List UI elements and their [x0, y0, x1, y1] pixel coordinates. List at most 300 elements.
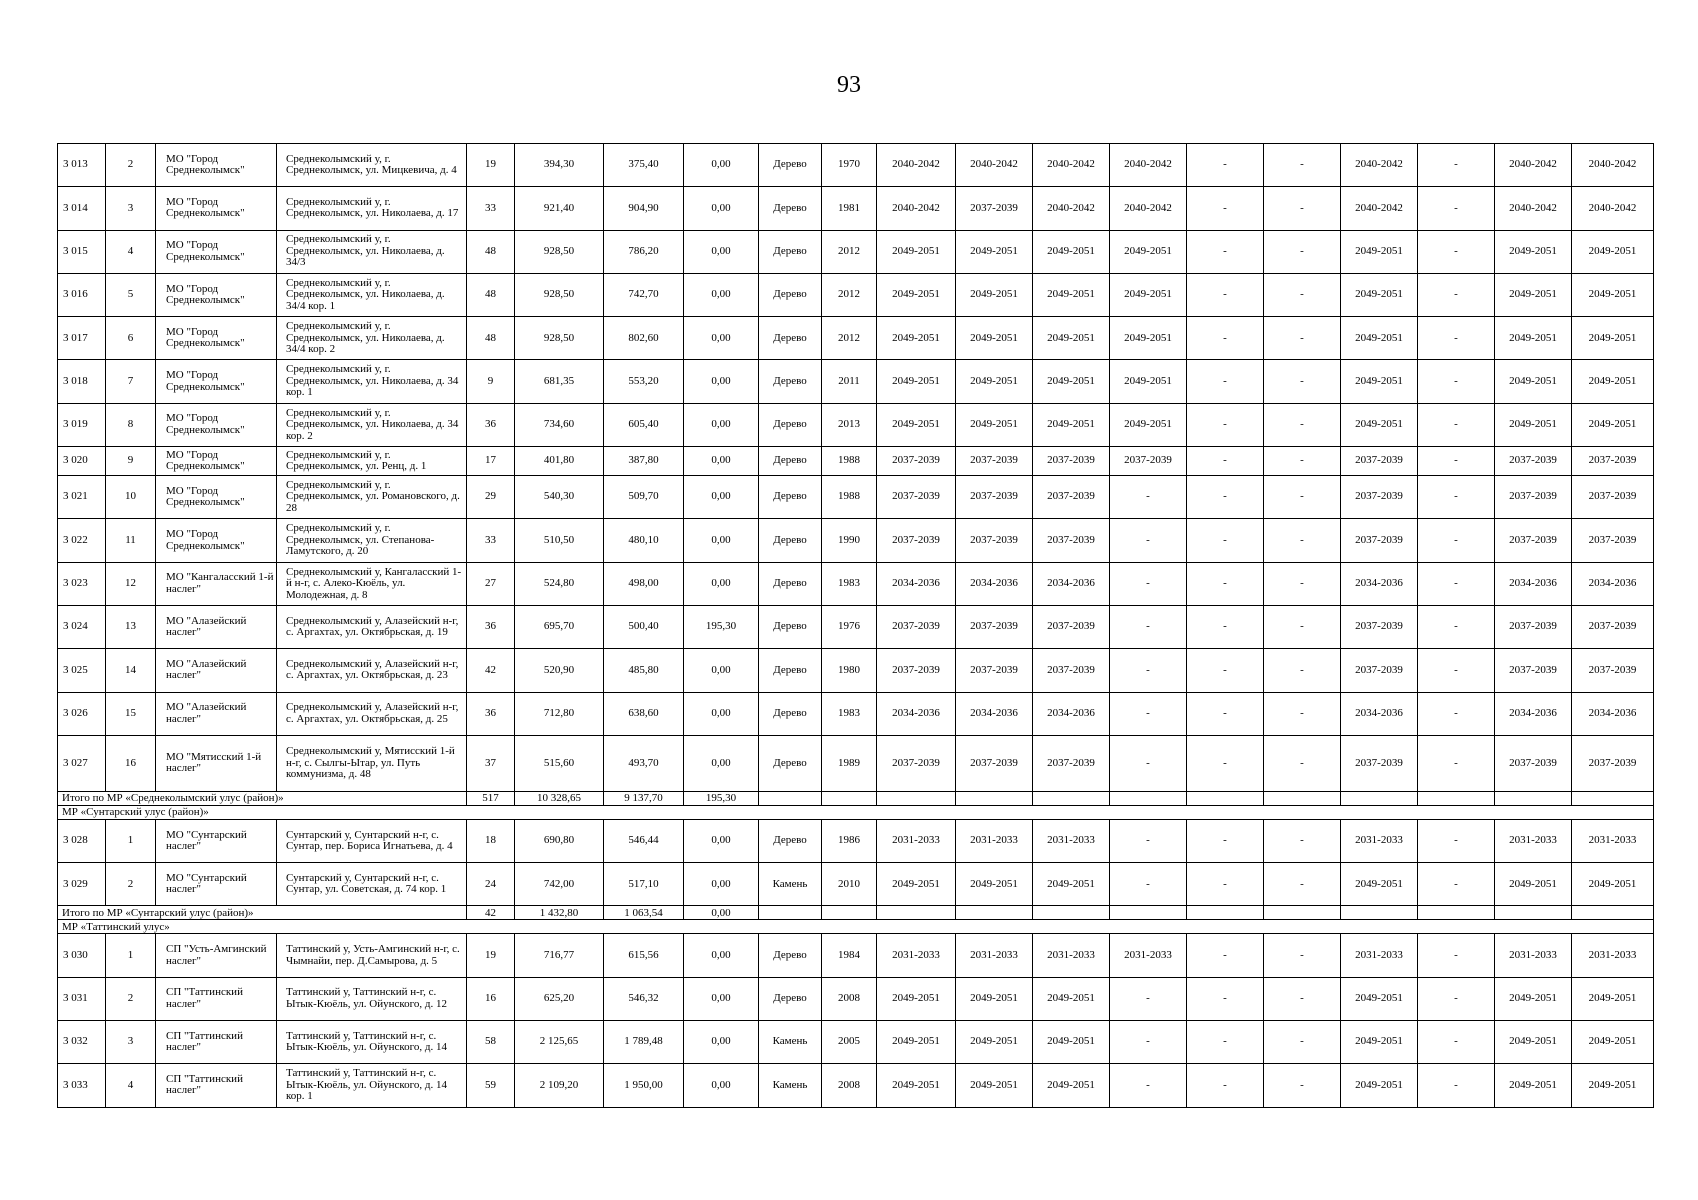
total-area-cell: 712,80	[515, 692, 604, 735]
total-area-cell: 928,50	[515, 273, 604, 316]
period-cell-5: -	[1187, 447, 1264, 476]
period-cell-2: 2034-2036	[956, 692, 1033, 735]
nonresidential-area-cell: 0,00	[684, 317, 759, 360]
apartments-cell: 36	[467, 403, 515, 446]
period-cell-2: 2031-2033	[956, 819, 1033, 862]
total-empty-cell	[1033, 791, 1110, 805]
period-cell-6: -	[1264, 863, 1341, 906]
period-cell-6: -	[1264, 819, 1341, 862]
period-cell-7: 2031-2033	[1341, 819, 1418, 862]
period-cell-3: 2049-2051	[1033, 230, 1110, 273]
period-cell-9: 2037-2039	[1495, 605, 1572, 648]
period-cell-7: 2049-2051	[1341, 1021, 1418, 1064]
total-empty-cell	[822, 906, 877, 920]
total-row	[58, 906, 1654, 920]
address-cell: Среднеколымский у, г. Среднеколымск, ул. Степанова-Ламутского, д. 20	[277, 519, 467, 562]
period-cell-9: 2049-2051	[1495, 360, 1572, 403]
period-cell-8: -	[1418, 977, 1495, 1020]
period-cell-7: 2037-2039	[1341, 447, 1418, 476]
period-cell-7: 2040-2042	[1341, 144, 1418, 187]
address-cell: Среднеколымский у, г. Среднеколымск, ул. Ренц, д. 1	[277, 447, 467, 476]
period-cell-6: -	[1264, 735, 1341, 791]
address-cell: Среднеколымский у, г. Среднеколымск, ул. Николаева, д. 17	[277, 187, 467, 230]
period-cell-2: 2037-2039	[956, 187, 1033, 230]
period-cell-4: -	[1110, 605, 1187, 648]
period-cell-6: -	[1264, 403, 1341, 446]
build-year-cell: 1970	[822, 144, 877, 187]
period-cell-9: 2034-2036	[1495, 562, 1572, 605]
row-id-cell: 3 032	[58, 1021, 106, 1064]
period-cell-6: -	[1264, 977, 1341, 1020]
period-cell-7: 2049-2051	[1341, 360, 1418, 403]
total-nonresidential-area-cell: 195,30	[684, 791, 759, 805]
build-year-cell: 2005	[822, 1021, 877, 1064]
period-cell-1: 2049-2051	[877, 403, 956, 446]
apartments-cell: 42	[467, 649, 515, 692]
period-cell-6: -	[1264, 317, 1341, 360]
period-cell-5: -	[1187, 562, 1264, 605]
nonresidential-area-cell: 0,00	[684, 649, 759, 692]
total-area-cell: 681,35	[515, 360, 604, 403]
total-label: Итого по МР «Среднеколымский улус (район)»	[58, 791, 467, 805]
nonresidential-area-cell: 0,00	[684, 447, 759, 476]
period-cell-6: -	[1264, 519, 1341, 562]
residential-area-cell: 509,70	[604, 476, 684, 519]
period-cell-10: 2049-2051	[1572, 977, 1654, 1020]
row-id-cell: 3 016	[58, 273, 106, 316]
row-id-cell: 3 027	[58, 735, 106, 791]
residential-area-cell: 638,60	[604, 692, 684, 735]
period-cell-7: 2049-2051	[1341, 273, 1418, 316]
build-year-cell: 1981	[822, 187, 877, 230]
period-cell-1: 2049-2051	[877, 317, 956, 360]
total-empty-cell	[1187, 906, 1264, 920]
period-cell-5: -	[1187, 934, 1264, 977]
period-cell-6: -	[1264, 562, 1341, 605]
period-cell-9: 2034-2036	[1495, 692, 1572, 735]
municipality-cell: МО "Мятисский 1-й наслег"	[156, 735, 277, 791]
period-cell-2: 2031-2033	[956, 934, 1033, 977]
period-cell-4: -	[1110, 649, 1187, 692]
period-cell-9: 2040-2042	[1495, 187, 1572, 230]
row-id-cell: 3 025	[58, 649, 106, 692]
nonresidential-area-cell: 0,00	[684, 273, 759, 316]
total-empty-cell	[1264, 906, 1341, 920]
table-row	[58, 562, 1654, 605]
nonresidential-area-cell: 0,00	[684, 144, 759, 187]
residential-area-cell: 904,90	[604, 187, 684, 230]
period-cell-6: -	[1264, 187, 1341, 230]
period-cell-7: 2037-2039	[1341, 476, 1418, 519]
total-area-cell: 394,30	[515, 144, 604, 187]
municipality-cell: МО "Алазейский наслег"	[156, 692, 277, 735]
period-cell-6: -	[1264, 273, 1341, 316]
period-cell-4: 2049-2051	[1110, 403, 1187, 446]
apartments-cell: 16	[467, 977, 515, 1020]
build-year-cell: 1984	[822, 934, 877, 977]
period-cell-10: 2049-2051	[1572, 360, 1654, 403]
nonresidential-area-cell: 0,00	[684, 360, 759, 403]
nonresidential-area-cell: 0,00	[684, 692, 759, 735]
period-cell-1: 2031-2033	[877, 819, 956, 862]
period-cell-5: -	[1187, 819, 1264, 862]
municipality-cell: МО "Город Среднеколымск"	[156, 403, 277, 446]
period-cell-9: 2037-2039	[1495, 735, 1572, 791]
municipality-cell: СП "Таттинский наслег"	[156, 1064, 277, 1107]
period-cell-5: -	[1187, 605, 1264, 648]
period-cell-4: 2031-2033	[1110, 934, 1187, 977]
build-year-cell: 1986	[822, 819, 877, 862]
period-cell-3: 2040-2042	[1033, 144, 1110, 187]
period-cell-10: 2049-2051	[1572, 317, 1654, 360]
nonresidential-area-cell: 0,00	[684, 863, 759, 906]
build-year-cell: 2013	[822, 403, 877, 446]
section-title: МР «Таттинский улус»	[58, 920, 1654, 934]
table-row	[58, 230, 1654, 273]
period-cell-9: 2049-2051	[1495, 977, 1572, 1020]
total-area-cell: 2 125,65	[515, 1021, 604, 1064]
section-title: МР «Сунтарский улус (район)»	[58, 805, 1654, 819]
period-cell-6: -	[1264, 360, 1341, 403]
build-year-cell: 1988	[822, 476, 877, 519]
municipality-cell: МО "Город Среднеколымск"	[156, 187, 277, 230]
period-cell-1: 2037-2039	[877, 605, 956, 648]
nonresidential-area-cell: 0,00	[684, 819, 759, 862]
address-cell: Среднеколымский у, г. Среднеколымск, ул. Николаева, д. 34/4 кор. 2	[277, 317, 467, 360]
period-cell-8: -	[1418, 447, 1495, 476]
page-number: 93	[837, 72, 861, 98]
row-number-cell: 10	[106, 476, 156, 519]
nonresidential-area-cell: 0,00	[684, 1021, 759, 1064]
build-year-cell: 2012	[822, 273, 877, 316]
period-cell-2: 2049-2051	[956, 403, 1033, 446]
period-cell-3: 2040-2042	[1033, 187, 1110, 230]
apartments-cell: 29	[467, 476, 515, 519]
period-cell-1: 2037-2039	[877, 649, 956, 692]
period-cell-9: 2037-2039	[1495, 447, 1572, 476]
row-id-cell: 3 021	[58, 476, 106, 519]
total-empty-cell	[1187, 791, 1264, 805]
period-cell-4: 2040-2042	[1110, 187, 1187, 230]
period-cell-5: -	[1187, 273, 1264, 316]
municipality-cell: МО "Город Среднеколымск"	[156, 360, 277, 403]
wall-material-cell: Дерево	[759, 735, 822, 791]
row-id-cell: 3 023	[58, 562, 106, 605]
period-cell-2: 2034-2036	[956, 562, 1033, 605]
nonresidential-area-cell: 0,00	[684, 230, 759, 273]
wall-material-cell: Дерево	[759, 605, 822, 648]
total-row	[58, 791, 1654, 805]
period-cell-3: 2031-2033	[1033, 819, 1110, 862]
period-cell-4: 2049-2051	[1110, 317, 1187, 360]
row-number-cell: 12	[106, 562, 156, 605]
municipality-cell: МО "Сунтарский наслег"	[156, 819, 277, 862]
period-cell-3: 2049-2051	[1033, 360, 1110, 403]
period-cell-5: -	[1187, 317, 1264, 360]
period-cell-2: 2049-2051	[956, 230, 1033, 273]
period-cell-6: -	[1264, 1021, 1341, 1064]
municipality-cell: МО "Алазейский наслег"	[156, 649, 277, 692]
period-cell-9: 2049-2051	[1495, 230, 1572, 273]
period-cell-8: -	[1418, 649, 1495, 692]
municipality-cell: СП "Таттинский наслег"	[156, 977, 277, 1020]
period-cell-10: 2034-2036	[1572, 692, 1654, 735]
total-empty-cell	[1495, 791, 1572, 805]
total-apartments-cell: 42	[467, 906, 515, 920]
row-id-cell: 3 015	[58, 230, 106, 273]
table-row	[58, 605, 1654, 648]
period-cell-4: -	[1110, 1021, 1187, 1064]
period-cell-5: -	[1187, 519, 1264, 562]
period-cell-10: 2037-2039	[1572, 476, 1654, 519]
nonresidential-area-cell: 0,00	[684, 977, 759, 1020]
apartments-cell: 19	[467, 144, 515, 187]
period-cell-2: 2049-2051	[956, 360, 1033, 403]
total-residential-area-cell: 9 137,70	[604, 791, 684, 805]
period-cell-4: 2049-2051	[1110, 230, 1187, 273]
period-cell-8: -	[1418, 692, 1495, 735]
municipality-cell: СП "Таттинский наслег"	[156, 1021, 277, 1064]
period-cell-1: 2031-2033	[877, 934, 956, 977]
period-cell-10: 2049-2051	[1572, 1064, 1654, 1107]
period-cell-1: 2049-2051	[877, 360, 956, 403]
period-cell-3: 2037-2039	[1033, 605, 1110, 648]
apartments-cell: 36	[467, 692, 515, 735]
period-cell-9: 2031-2033	[1495, 819, 1572, 862]
build-year-cell: 2011	[822, 360, 877, 403]
total-empty-cell	[1418, 791, 1495, 805]
row-number-cell: 11	[106, 519, 156, 562]
period-cell-1: 2034-2036	[877, 562, 956, 605]
total-empty-cell	[956, 791, 1033, 805]
residential-area-cell: 786,20	[604, 230, 684, 273]
build-year-cell: 1989	[822, 735, 877, 791]
address-cell: Среднеколымский у, г. Среднеколымск, ул. Мицкевича, д. 4	[277, 144, 467, 187]
address-cell: Среднеколымский у, г. Среднеколымск, ул. Романовского, д. 28	[277, 476, 467, 519]
total-area-cell: 921,40	[515, 187, 604, 230]
table-row	[58, 273, 1654, 316]
wall-material-cell: Дерево	[759, 977, 822, 1020]
municipality-cell: МО "Алазейский наслег"	[156, 605, 277, 648]
period-cell-5: -	[1187, 1064, 1264, 1107]
table-row	[58, 649, 1654, 692]
row-number-cell: 7	[106, 360, 156, 403]
period-cell-1: 2049-2051	[877, 273, 956, 316]
apartments-cell: 59	[467, 1064, 515, 1107]
build-year-cell: 1983	[822, 562, 877, 605]
period-cell-6: -	[1264, 605, 1341, 648]
period-cell-7: 2037-2039	[1341, 735, 1418, 791]
wall-material-cell: Дерево	[759, 562, 822, 605]
municipality-cell: МО "Город Среднеколымск"	[156, 317, 277, 360]
period-cell-10: 2037-2039	[1572, 735, 1654, 791]
table-row	[58, 934, 1654, 977]
period-cell-6: -	[1264, 649, 1341, 692]
residential-area-cell: 1 789,48	[604, 1021, 684, 1064]
municipality-cell: МО "Кангаласский 1-й наслег"	[156, 562, 277, 605]
period-cell-5: -	[1187, 187, 1264, 230]
residential-area-cell: 485,80	[604, 649, 684, 692]
address-cell: Среднеколымский у, Алазейский н-г, с. Аргахтах, ул. Октябрьская, д. 23	[277, 649, 467, 692]
total-area-cell: 695,70	[515, 605, 604, 648]
period-cell-1: 2040-2042	[877, 187, 956, 230]
period-cell-3: 2049-2051	[1033, 273, 1110, 316]
nonresidential-area-cell: 195,30	[684, 605, 759, 648]
apartments-cell: 33	[467, 519, 515, 562]
period-cell-1: 2037-2039	[877, 447, 956, 476]
table-row	[58, 317, 1654, 360]
total-empty-cell	[877, 791, 956, 805]
row-number-cell: 4	[106, 230, 156, 273]
nonresidential-area-cell: 0,00	[684, 1064, 759, 1107]
address-cell: Среднеколымский у, г. Среднеколымск, ул. Николаева, д. 34 кор. 1	[277, 360, 467, 403]
build-year-cell: 2012	[822, 230, 877, 273]
total-area-cell: 401,80	[515, 447, 604, 476]
period-cell-1: 2049-2051	[877, 230, 956, 273]
row-number-cell: 14	[106, 649, 156, 692]
total-empty-cell	[877, 906, 956, 920]
row-id-cell: 3 013	[58, 144, 106, 187]
table-row	[58, 1064, 1654, 1107]
address-cell: Среднеколымский у, г. Среднеколымск, ул. Николаева, д. 34 кор. 2	[277, 403, 467, 446]
row-number-cell: 9	[106, 447, 156, 476]
row-id-cell: 3 033	[58, 1064, 106, 1107]
period-cell-4: -	[1110, 476, 1187, 519]
total-area-cell: 690,80	[515, 819, 604, 862]
total-area-cell: 524,80	[515, 562, 604, 605]
apartments-cell: 58	[467, 1021, 515, 1064]
wall-material-cell: Камень	[759, 863, 822, 906]
residential-area-cell: 500,40	[604, 605, 684, 648]
wall-material-cell: Дерево	[759, 819, 822, 862]
build-year-cell: 1988	[822, 447, 877, 476]
table-row	[58, 403, 1654, 446]
row-id-cell: 3 029	[58, 863, 106, 906]
residential-area-cell: 387,80	[604, 447, 684, 476]
apartments-cell: 19	[467, 934, 515, 977]
wall-material-cell: Дерево	[759, 934, 822, 977]
period-cell-5: -	[1187, 403, 1264, 446]
period-cell-9: 2037-2039	[1495, 649, 1572, 692]
period-cell-9: 2049-2051	[1495, 317, 1572, 360]
period-cell-4: -	[1110, 735, 1187, 791]
wall-material-cell: Дерево	[759, 692, 822, 735]
period-cell-1: 2034-2036	[877, 692, 956, 735]
period-cell-8: -	[1418, 863, 1495, 906]
period-cell-6: -	[1264, 447, 1341, 476]
address-cell: Таттинский у, Таттинский н-г, с. Ытык-Кюёль, ул. Ойунского, д. 12	[277, 977, 467, 1020]
period-cell-10: 2040-2042	[1572, 144, 1654, 187]
wall-material-cell: Дерево	[759, 476, 822, 519]
row-id-cell: 3 031	[58, 977, 106, 1020]
period-cell-10: 2037-2039	[1572, 447, 1654, 476]
row-number-cell: 5	[106, 273, 156, 316]
apartments-cell: 48	[467, 230, 515, 273]
row-id-cell: 3 020	[58, 447, 106, 476]
residential-area-cell: 1 950,00	[604, 1064, 684, 1107]
period-cell-8: -	[1418, 360, 1495, 403]
period-cell-5: -	[1187, 476, 1264, 519]
row-number-cell: 4	[106, 1064, 156, 1107]
nonresidential-area-cell: 0,00	[684, 934, 759, 977]
period-cell-9: 2049-2051	[1495, 403, 1572, 446]
period-cell-7: 2037-2039	[1341, 649, 1418, 692]
municipality-cell: МО "Город Среднеколымск"	[156, 476, 277, 519]
period-cell-9: 2049-2051	[1495, 273, 1572, 316]
table-body	[58, 144, 1654, 1108]
row-number-cell: 13	[106, 605, 156, 648]
period-cell-4: -	[1110, 562, 1187, 605]
period-cell-1: 2037-2039	[877, 519, 956, 562]
total-area-cell: 928,50	[515, 317, 604, 360]
period-cell-8: -	[1418, 819, 1495, 862]
build-year-cell: 1980	[822, 649, 877, 692]
period-cell-10: 2031-2033	[1572, 819, 1654, 862]
build-year-cell: 2008	[822, 977, 877, 1020]
period-cell-8: -	[1418, 605, 1495, 648]
period-cell-3: 2037-2039	[1033, 519, 1110, 562]
period-cell-2: 2049-2051	[956, 317, 1033, 360]
period-cell-5: -	[1187, 230, 1264, 273]
total-area-cell: 742,00	[515, 863, 604, 906]
period-cell-6: -	[1264, 230, 1341, 273]
address-cell: Среднеколымский у, Алазейский н-г, с. Аргахтах, ул. Октябрьская, д. 25	[277, 692, 467, 735]
build-year-cell: 1983	[822, 692, 877, 735]
period-cell-2: 2049-2051	[956, 977, 1033, 1020]
total-area-cell: 625,20	[515, 977, 604, 1020]
wall-material-cell: Дерево	[759, 273, 822, 316]
period-cell-10: 2049-2051	[1572, 230, 1654, 273]
apartments-cell: 24	[467, 863, 515, 906]
period-cell-9: 2037-2039	[1495, 519, 1572, 562]
municipality-cell: МО "Город Среднеколымск"	[156, 519, 277, 562]
period-cell-5: -	[1187, 977, 1264, 1020]
period-cell-8: -	[1418, 317, 1495, 360]
period-cell-3: 2034-2036	[1033, 692, 1110, 735]
apartments-cell: 17	[467, 447, 515, 476]
period-cell-2: 2037-2039	[956, 735, 1033, 791]
nonresidential-area-cell: 0,00	[684, 562, 759, 605]
total-nonresidential-area-cell: 0,00	[684, 906, 759, 920]
total-empty-cell	[1572, 906, 1654, 920]
period-cell-1: 2049-2051	[877, 1064, 956, 1107]
municipality-cell: МО "Город Среднеколымск"	[156, 273, 277, 316]
address-cell: Среднеколымский у, г. Среднеколымск, ул. Николаева, д. 34/4 кор. 1	[277, 273, 467, 316]
period-cell-9: 2049-2051	[1495, 1064, 1572, 1107]
row-number-cell: 8	[106, 403, 156, 446]
period-cell-8: -	[1418, 476, 1495, 519]
municipality-cell: МО "Сунтарский наслег"	[156, 863, 277, 906]
residential-area-cell: 802,60	[604, 317, 684, 360]
total-empty-cell	[1418, 906, 1495, 920]
total-area-cell: 520,90	[515, 649, 604, 692]
period-cell-9: 2037-2039	[1495, 476, 1572, 519]
nonresidential-area-cell: 0,00	[684, 187, 759, 230]
period-cell-5: -	[1187, 692, 1264, 735]
period-cell-3: 2049-2051	[1033, 317, 1110, 360]
period-cell-6: -	[1264, 144, 1341, 187]
period-cell-1: 2037-2039	[877, 735, 956, 791]
period-cell-3: 2037-2039	[1033, 649, 1110, 692]
period-cell-8: -	[1418, 1064, 1495, 1107]
table-row	[58, 735, 1654, 791]
period-cell-3: 2049-2051	[1033, 1021, 1110, 1064]
residential-area-cell: 605,40	[604, 403, 684, 446]
period-cell-10: 2037-2039	[1572, 649, 1654, 692]
period-cell-10: 2049-2051	[1572, 1021, 1654, 1064]
period-cell-10: 2049-2051	[1572, 403, 1654, 446]
period-cell-3: 2037-2039	[1033, 447, 1110, 476]
